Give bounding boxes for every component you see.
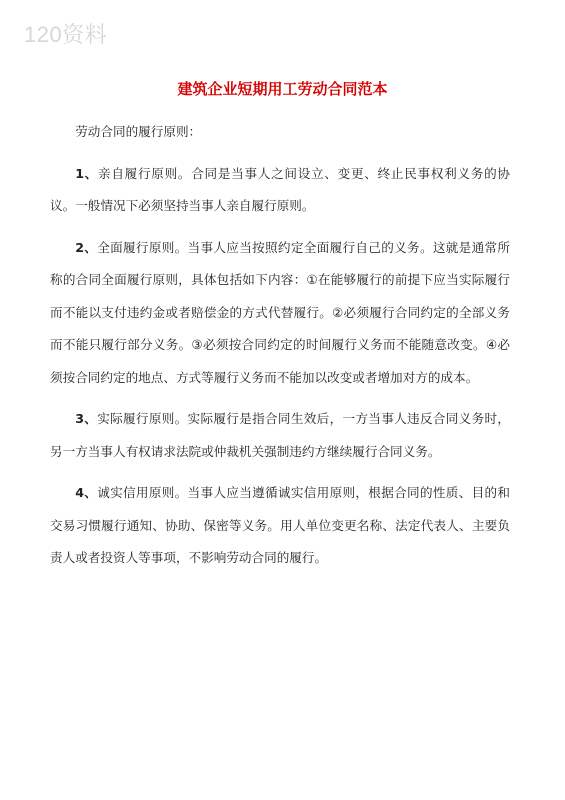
principle-paragraph-2 — [50, 232, 510, 395]
document-body — [50, 116, 510, 584]
intro-line: 劳动合同的履行原则： — [75, 124, 202, 139]
principle-paragraph-3 — [50, 403, 510, 468]
principle-number: 3、 — [75, 411, 98, 426]
principle-number: 2、 — [75, 239, 98, 255]
principle-paragraph-1 — [50, 158, 510, 223]
principle-text: 诚实信用原则。当事人应当遵循诚实信用原则，根据合同的性质、目的和交易习惯履行通知、协助、保密等义务。用人单位变更名称、法定代表人、主要负责人或者投资人等事项，不影响劳动合同的履行。 — [50, 485, 511, 565]
watermark-logo: 120资料 — [24, 22, 108, 47]
principle-text: 亲自履行原则。合同是当事人之间设立、变更、终止民事权利义务的协议。一般情况下必须坚持当事人亲自履行原则。 — [50, 165, 511, 213]
principle-number: 4、 — [75, 485, 98, 500]
principle-text: 实际履行原则。实际履行是指合同生效后，一方当事人违反合同义务时，另一方当事人有权请求法院或仲裁机关强制违约方继续履行合同义务。 — [50, 411, 511, 459]
principle-paragraph-4 — [50, 477, 510, 575]
principle-text: 全面履行原则。当事人应当按照约定全面履行自己的义务。这就是通常所称的合同全面履行原则，具体包括如下内容：①在能够履行的前提下应当实际履行而不能以支付违约金或者赔偿金的方式代替履行。②必须履行合同约定的全部义务而不能只履行部分义务。③必须按合同约定的时间履行义务而不能随意改变。④必须按合同约定的地点、方式等履行义务而不能加以改变或者增加对方的成本。 — [50, 239, 511, 385]
principle-number: 1、 — [75, 165, 98, 181]
document-title: 建筑企业短期用工劳动合同范本 — [177, 80, 388, 98]
